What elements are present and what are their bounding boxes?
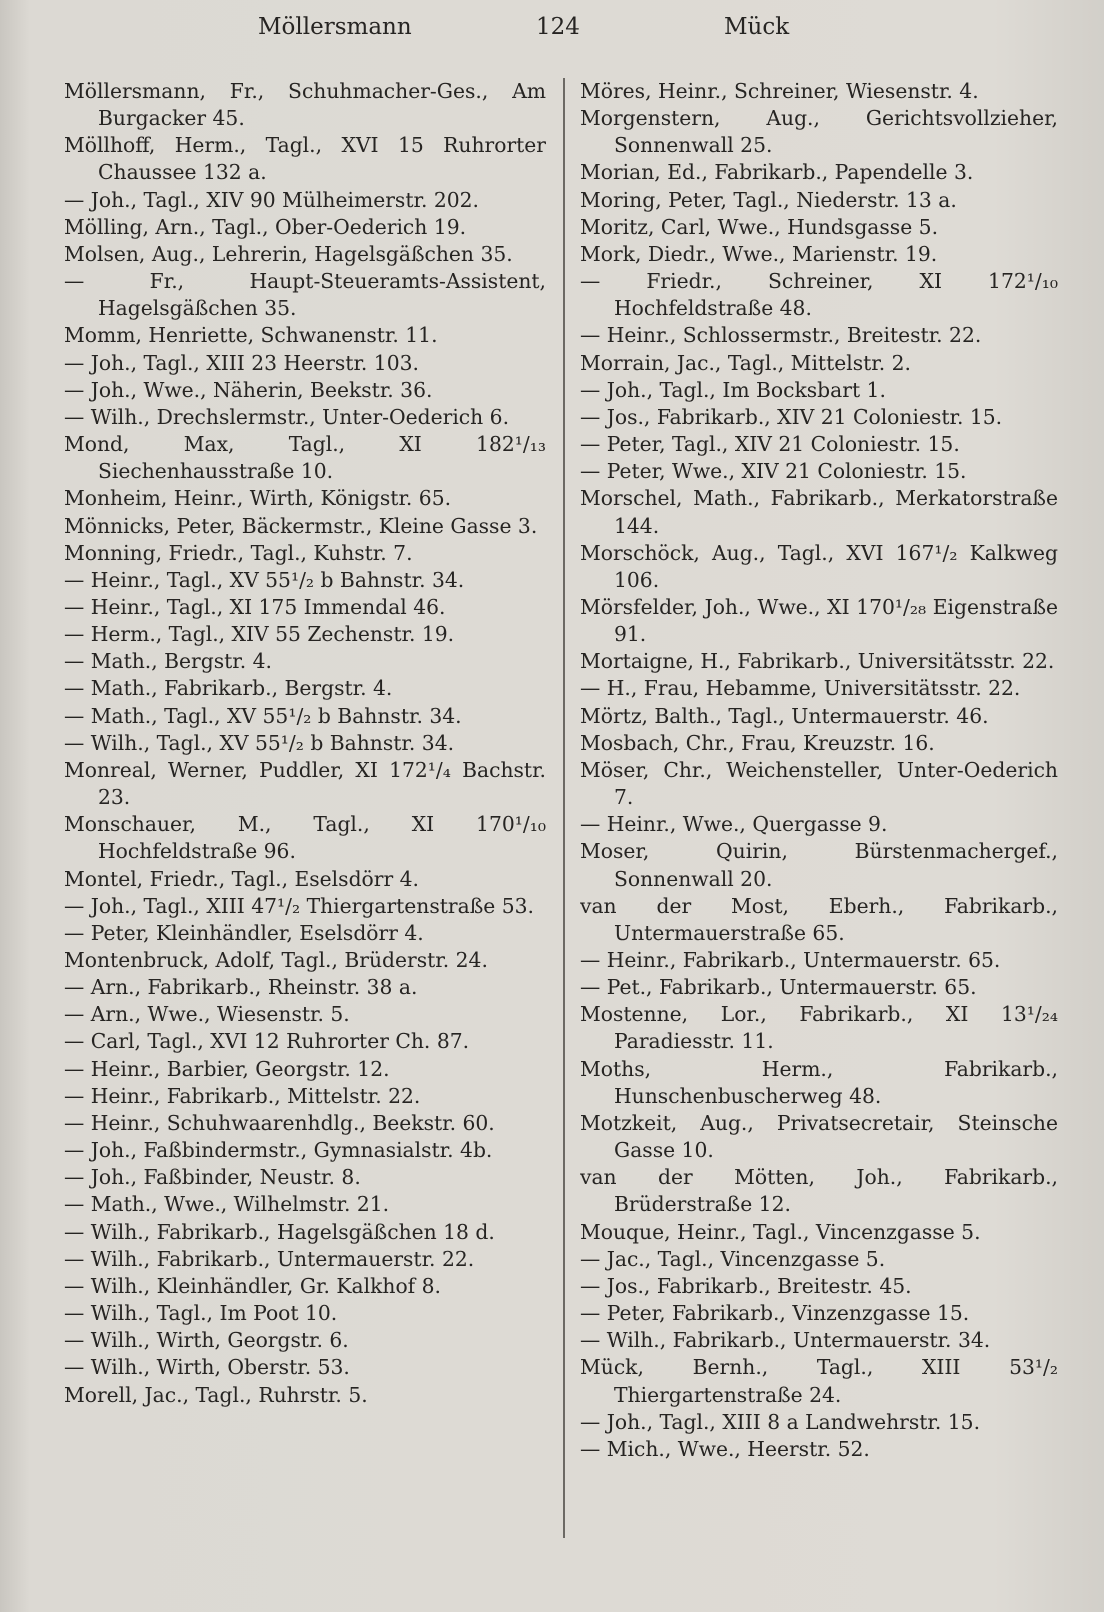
directory-entry: — Math., Wwe., Wilhelmstr. 21. [64,1192,390,1217]
directory-entry: Morell, Jac., Tagl., Ruhrstr. 5. [64,1382,368,1407]
directory-entry: — Heinr., Tagl., XV 55¹/₂ b Bahnstr. 34. [64,567,465,592]
directory-entry: — Heinr., Fabrikarb., Mittelstr. 22. [64,1083,421,1108]
directory-entry: — Herm., Tagl., XIV 55 Zechenstr. 19. [64,622,455,647]
directory-entry: Mörtz, Balth., Tagl., Untermauerstr. 46. [580,703,989,728]
right-column [580,78,1058,1463]
directory-entry: — Math., Bergstr. 4. [64,649,272,674]
directory-entry: Mork, Diedr., Wwe., Marienstr. 19. [580,241,938,266]
directory-entry: Monreal, Werner, Puddler, XI 172¹/₄ Bachstr. 23. [64,757,546,810]
column-divider [563,78,565,1538]
directory-entry: — Jos., Fabrikarb., XIV 21 Coloniestr. 15. [580,404,1003,429]
directory-entry: Möres, Heinr., Schreiner, Wiesenstr. 4. [580,79,979,103]
directory-entry: — Joh., Tagl., XIII 23 Heerstr. 103. [64,350,419,375]
directory-entry: Moritz, Carl, Wwe., Hundsgasse 5. [580,214,939,239]
directory-entry: Mortaigne, H., Fabrikarb., Universitätsstr. 22. [580,649,1055,674]
directory-entry: — Peter, Kleinhändler, Eselsdörr 4. [64,920,424,945]
directory-entry: — Wilh., Tagl., XV 55¹/₂ b Bahnstr. 34. [64,730,455,755]
directory-entry: Möllhoff, Herm., Tagl., XVI 15 Ruhrorter Chaussee 132 a. [64,133,546,185]
directory-entry: — Pet., Fabrikarb., Untermauerstr. 65. [580,975,977,1000]
directory-entry: — Heinr., Barbier, Georgstr. 12. [64,1056,390,1081]
directory-entry: — Heinr., Schlossermstr., Breitestr. 22. [580,323,982,348]
directory-entry: Mönnicks, Peter, Bäckermstr., Kleine Gasse 3. [64,513,538,538]
directory-entry: Montenbruck, Adolf, Tagl., Brüderstr. 24. [64,948,488,972]
directory-entry: Möllersmann, Fr., Schuhmacher-Ges., Am Burgacker 45. [64,79,546,131]
directory-entry: — Wilh., Wirth, Oberstr. 53. [64,1355,350,1380]
directory-entry: Moser, Quirin, Bürstenmachergef., Sonnenwall 20. [580,839,1058,891]
directory-entry: — Heinr., Wwe., Quergasse 9. [580,812,888,837]
directory-entry: Mostenne, Lor., Fabrikarb., XI 13¹/₂₄ Paradiesstr. 11. [580,1002,1058,1054]
directory-entry: — Wilh., Drechslermstr., Unter-Oederich 6. [64,404,510,429]
directory-entry: — Arn., Wwe., Wiesenstr. 5. [64,1002,350,1027]
directory-entry: — Joh., Wwe., Näherin, Beekstr. 36. [64,377,433,402]
left-column [64,78,546,1409]
directory-entry: — Heinr., Tagl., XI 175 Immendal 46. [64,594,446,619]
directory-entry: — Friedr., Schreiner, XI 172¹/₁₀ Hochfeldstraße 48. [580,269,1058,321]
directory-entry: — Wilh., Fabrikarb., Hagelsgäßchen 18 d. [64,1219,495,1244]
directory-entry: Molsen, Aug., Lehrerin, Hagelsgäßchen 35. [64,241,513,266]
directory-entry: Mond, Max, Tagl., XI 182¹/₁₃ Siechenhausstraße 10. [64,432,546,484]
page-number: 124 [536,14,580,40]
directory-entry: — Wilh., Tagl., Im Poot 10. [64,1301,338,1326]
directory-entry: — Math., Tagl., XV 55¹/₂ b Bahnstr. 34. [64,703,462,728]
directory-entry: Morschel, Math., Fabrikarb., Merkatorstraße 144. [580,486,1058,538]
directory-entry: — Jac., Tagl., Vincenzgasse 5. [580,1246,886,1271]
directory-entry: — Wilh., Fabrikarb., Untermauerstr. 22. [64,1246,475,1271]
directory-entry: — Joh., Faßbinder, Neustr. 8. [64,1165,361,1190]
directory-entry: Mörsfelder, Joh., Wwe., XI 170¹/₂₈ Eigenstraße 91. [580,594,1058,647]
directory-entry: — Heinr., Fabrikarb., Untermauerstr. 65. [580,948,1001,972]
directory-entry: Morrain, Jac., Tagl., Mittelstr. 2. [580,350,911,375]
directory-entry: Motzkeit, Aug., Privatsecretair, Steinsche Gasse 10. [580,1110,1058,1163]
directory-entry: Mölling, Arn., Tagl., Ober-Oederich 19. [64,214,467,239]
directory-entry: Mouque, Heinr., Tagl., Vincenzgasse 5. [580,1219,981,1244]
directory-entry: — H., Frau, Hebamme, Universitätsstr. 22. [580,676,1021,701]
directory-entry: — Carl, Tagl., XVI 12 Ruhrorter Ch. 87. [64,1029,470,1054]
directory-entry: — Mich., Wwe., Heerstr. 52. [580,1436,870,1461]
directory-entry: — Joh., Tagl., XIII 47¹/₂ Thiergartenstraße 53. [64,893,534,918]
directory-entry: — Jos., Fabrikarb., Breitestr. 45. [580,1273,912,1298]
directory-entry: — Joh., Faßbindermstr., Gymnasialstr. 4b. [64,1138,493,1163]
directory-entry: Mück, Bernh., Tagl., XIII 53¹/₂ Thiergartenstraße 24. [580,1355,1058,1407]
directory-entry: Mosbach, Chr., Frau, Kreuzstr. 16. [580,730,935,755]
directory-entry: Moths, Herm., Fabrikarb., Hunschenbuscherweg 48. [580,1056,1058,1108]
directory-entry: Moring, Peter, Tagl., Niederstr. 13 a. [580,187,957,212]
directory-entry: — Math., Fabrikarb., Bergstr. 4. [64,676,393,701]
directory-entry: Monheim, Heinr., Wirth, Königstr. 65. [64,486,452,511]
directory-entry: Morian, Ed., Fabrikarb., Papendelle 3. [580,160,974,185]
directory-entry: Morgenstern, Aug., Gerichtsvollzieher, Sonnenwall 25. [580,106,1058,158]
directory-entry: Möser, Chr., Weichensteller, Unter-Oederich 7. [580,757,1058,810]
directory-entry: Montel, Friedr., Tagl., Eselsdörr 4. [64,866,419,891]
directory-entry: — Peter, Wwe., XIV 21 Coloniestr. 15. [580,459,967,484]
directory-entry: Monschauer, M., Tagl., XI 170¹/₁₀ Hochfeldstraße 96. [64,812,546,864]
directory-entry: Morschöck, Aug., Tagl., XVI 167¹/₂ Kalkweg 106. [580,540,1058,592]
directory-entry: — Fr., Haupt-Steueramts-Assistent, Hagelsgäßchen 35. [64,269,546,321]
directory-entry: — Wilh., Fabrikarb., Untermauerstr. 34. [580,1328,991,1353]
directory-entry: — Arn., Fabrikarb., Rheinstr. 38 a. [64,975,418,1000]
directory-entry: — Joh., Tagl., XIII 8 a Landwehrstr. 15. [580,1409,981,1434]
directory-entry: — Peter, Tagl., XIV 21 Coloniestr. 15. [580,432,960,457]
directory-entry: Monning, Friedr., Tagl., Kuhstr. 7. [64,540,413,565]
directory-entry: van der Mötten, Joh., Fabrikarb., Brüderstraße 12. [580,1165,1058,1217]
directory-entry: — Joh., Tagl., Im Bocksbart 1. [580,377,886,402]
header-left-keyword: Möllersmann [258,14,412,40]
directory-entry: — Wilh., Wirth, Georgstr. 6. [64,1328,349,1353]
page-header [0,14,1104,54]
directory-entry: Momm, Henriette, Schwanenstr. 11. [64,323,438,348]
directory-entry: — Heinr., Schuhwaarenhdlg., Beekstr. 60. [64,1110,495,1135]
directory-entry: — Wilh., Kleinhändler, Gr. Kalkhof 8. [64,1273,441,1298]
header-right-keyword: Mück [724,14,790,40]
directory-entry: van der Most, Eberh., Fabrikarb., Untermauerstraße 65. [580,893,1058,945]
directory-entry: — Peter, Fabrikarb., Vinzenzgasse 15. [580,1301,970,1326]
directory-entry: — Joh., Tagl., XIV 90 Mülheimerstr. 202. [64,187,479,212]
